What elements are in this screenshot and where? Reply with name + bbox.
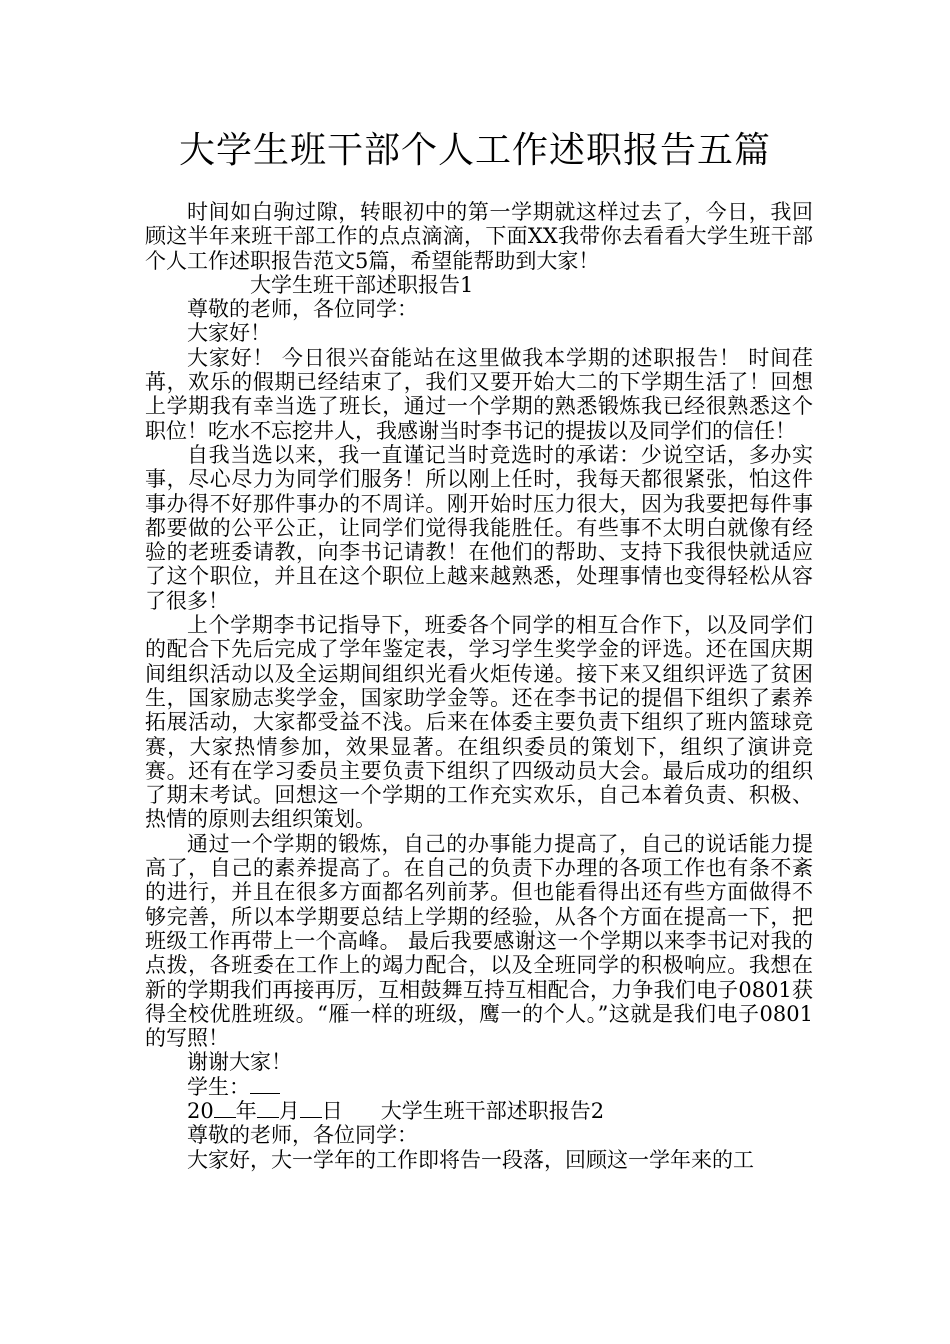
report1-date-line [145,1099,813,1123]
day-blank [300,1099,322,1118]
report1-paragraph-3: 上个学期李书记指导下，班委各个同学的相互合作下，以及同学们的配合下先后完成了学年鉴定表，学习学生奖学金的评选。还在国庆期间组织活动以及全运期间组织光看火炬传递。接下来又组织评选了贫困生，国家励志奖学金，国家助学金等。还在李书记的提倡下组织了素养拓展活动，大家都受益不浅。后来在体委主要负责下组织了班内篮球竞赛，大家热情参加，效果显著。在组织委员的策划下，组织了演讲竞赛。还有在学习委员主要负责下组织了四级动员大会。最后成功的组织了期末考试。回想这一个学期的工作充实欢乐，自己本着负责、积极、热情的原则去组织策划。 [145,613,813,832]
report1-paragraph-2: 自我当选以来，我一直谨记当时竞选时的承诺：少说空话，多办实事，尽心尽力为同学们服务！所以刚上任时，我每天都很紧张，怕这件事办得不好那件事办的不周详。刚开始时压力很大，因为我要把每件事都要做的公平公正，让同学们觉得我能胜任。有些事不太明白就像有经验的老班委请教，向李书记请教！在他们的帮助、支持下我很快就适应了这个职位，并且在这个职位上越来越熟悉，处理事情也变得轻松从容了很多！ [145,442,813,613]
month-blank [257,1099,279,1118]
date-year: 年 [235,1098,257,1123]
report1-thanks: 谢谢大家！ [187,1050,292,1075]
date-prefix: 20 [187,1098,214,1123]
date-day: 日 [321,1098,343,1123]
document-title: 大学生班干部个人工作述职报告五篇 [178,130,771,171]
student-name-blank [250,1075,280,1094]
report1-paragraph-1: 大家好！ 今日很兴奋能站在这里做我本学期的述职报告！ 时间荏苒，欢乐的假期已经结束了，我们又要开始大二的下学期生活了！回想上学期我有幸当选了班长，通过一个学期的熟悉锻炼我已经很熟悉这个职位！吃水不忘挖井人，我感谢当时李书记的提拔以及同学们的信任！ [145,345,813,443]
report1-paragraph-4: 通过一个学期的锻炼，自己的办事能力提高了，自己的说话能力提高了，自己的素养提高了。在自己的负责下办理的各项工作也有条不紊的进行，并且在很多方面都名列前茅。但也能看得出还有些方面做得不够完善，所以本学期要总结上学期的经验，从各个方面在提高一下，把班级工作再带上一个高峰。 最后我要感谢这一个学期以来李书记对我的点拨，各班委在工作上的竭力配合，以及全班同学的积极响应。我想在新的学期我们再接再厉，互相鼓舞互持互相配合，力争我们电子0801获得全校优胜班级。“雁一样的班级，鹰一的个人。”这就是我们电子0801的写照！ [145,831,813,1051]
date-month: 月 [278,1098,300,1123]
document-body [145,200,813,1172]
report2-salutation: 尊敬的老师，各位同学： [187,1123,418,1148]
report1-salutation: 尊敬的老师，各位同学： [187,297,418,322]
intro-paragraph: 时间如白驹过隙，转眼初中的第一学期就这样过去了，今日，我回顾这半年来班干部工作的点点滴滴，下面XX我带你去看看大学生班干部个人工作述职报告范文5篇，希望能帮助到大家！ [145,200,813,273]
report1-heading: 大学生班干部述职报告1 [250,272,474,297]
report1-signature [145,1075,813,1099]
student-label: 学生： [187,1074,250,1099]
report1-greeting: 大家好！ [187,321,271,346]
report2-paragraph-1: 大家好，大一学年的工作即将告一段落，回顾这一学年来的工 [187,1147,754,1172]
year-blank [214,1099,236,1118]
report2-heading: 大学生班干部述职报告2 [380,1098,605,1123]
